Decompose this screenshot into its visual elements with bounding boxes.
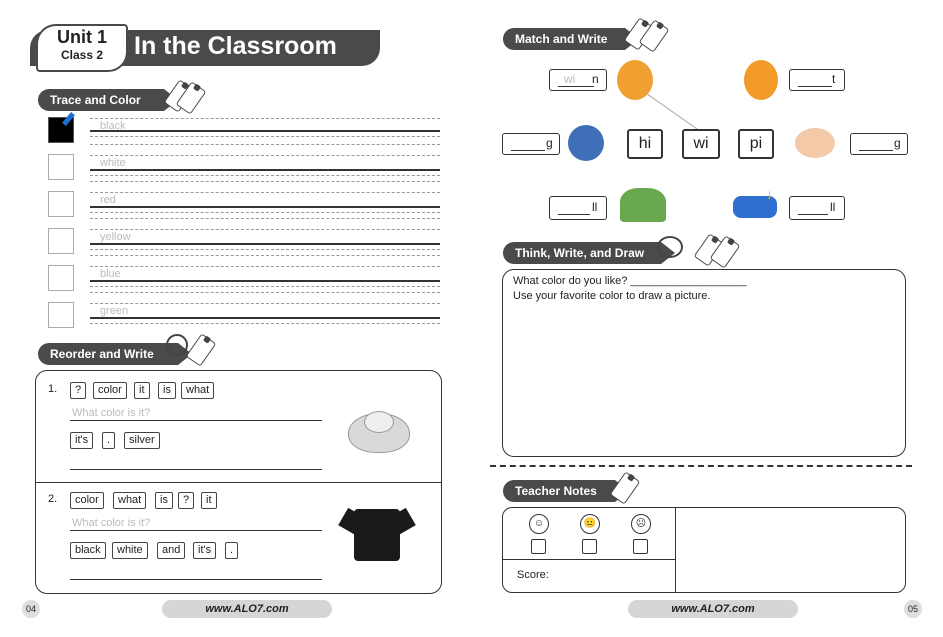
reorder-box: [35, 370, 442, 594]
trace-line[interactable]: red: [90, 192, 440, 222]
suffix: g: [894, 136, 901, 150]
choice-tile-wi[interactable]: wi: [682, 129, 720, 159]
choice-tile-hi[interactable]: hi: [627, 129, 663, 159]
color-box[interactable]: [48, 191, 74, 217]
word-tile[interactable]: ?: [178, 492, 194, 509]
divider: [490, 465, 912, 467]
think-section-title: Think, Write, and Draw: [503, 242, 661, 264]
trace-line[interactable]: black: [90, 118, 440, 148]
answer-box-hit[interactable]: [789, 69, 845, 91]
pig-image: [795, 128, 835, 158]
think-question: What color do you like? ___________________: [513, 275, 747, 287]
word-tile[interactable]: and: [157, 542, 185, 559]
checkbox-neutral[interactable]: [582, 539, 597, 554]
word-tile[interactable]: ?: [70, 382, 86, 399]
answer-box-pill[interactable]: [789, 196, 845, 220]
checkbox-sad[interactable]: [633, 539, 648, 554]
match-connector-line: [647, 94, 698, 130]
suffix: t: [832, 72, 836, 86]
color-box[interactable]: [48, 228, 74, 254]
trace-section-title: Trace and Color: [38, 89, 164, 111]
cloud-icon: [657, 236, 683, 258]
happy-face-icon: ☺: [529, 514, 549, 534]
notes-section-title: Teacher Notes: [503, 480, 615, 502]
answer-line[interactable]: [70, 579, 322, 580]
unit-label: Unit 1: [56, 27, 107, 47]
hill-image: [620, 188, 666, 222]
word-tile[interactable]: white: [112, 542, 148, 559]
word-tile[interactable]: silver: [124, 432, 160, 449]
word-tile[interactable]: black: [70, 542, 106, 559]
score-label: Score:: [517, 569, 549, 581]
sad-face-icon: ☹: [631, 514, 651, 534]
suffix: g: [546, 136, 553, 150]
suffix: n: [592, 72, 599, 86]
word-tile[interactable]: it's: [70, 432, 93, 449]
checkbox-happy[interactable]: [531, 539, 546, 554]
magnifier-icon: [166, 334, 188, 356]
neutral-face-icon: 😐: [580, 514, 600, 534]
trace-line[interactable]: blue: [90, 266, 440, 296]
unit-header: [30, 22, 380, 70]
notes-box: [502, 507, 906, 593]
footer-url-right[interactable]: www.ALO7.com: [628, 600, 798, 618]
answer-line[interactable]: [70, 420, 322, 421]
answer-box-hill[interactable]: [549, 196, 607, 220]
page-number-left: 04: [22, 600, 40, 618]
answer-line[interactable]: [70, 469, 322, 470]
trace-line[interactable]: green: [90, 303, 440, 329]
word-tile[interactable]: color: [70, 492, 104, 509]
word-tile[interactable]: what: [181, 382, 214, 399]
suffix: ll: [592, 200, 598, 214]
unit-badge: [36, 24, 128, 72]
match-section-title: Match and Write: [503, 28, 625, 50]
answer-line[interactable]: [70, 530, 322, 531]
word-tile[interactable]: is: [155, 492, 173, 509]
answer-box-pig[interactable]: [850, 133, 908, 155]
class-label: Class 2: [60, 48, 104, 62]
page-number-right: 05: [904, 600, 922, 618]
answer-box-wig[interactable]: [502, 133, 560, 155]
traced-prefix: wi: [564, 72, 576, 86]
item-number: 2.: [48, 493, 58, 505]
think-instruction: Use your favorite color to draw a picture.: [513, 290, 711, 302]
suffix: ll: [830, 200, 836, 214]
wig-pig-image: [568, 125, 604, 161]
answer-box-win[interactable]: [549, 69, 607, 91]
word-tile[interactable]: it: [201, 492, 217, 509]
hint-text: What color is it?: [72, 407, 151, 419]
word-tile[interactable]: it: [134, 382, 150, 399]
silver-ingot-top: [364, 411, 394, 433]
color-box[interactable]: [48, 154, 74, 180]
color-box[interactable]: [48, 265, 74, 291]
word-tile[interactable]: it's: [193, 542, 216, 559]
word-tile[interactable]: is: [158, 382, 176, 399]
item-number: 1.: [48, 383, 58, 395]
trace-line[interactable]: yellow: [90, 229, 440, 259]
trace-line[interactable]: white: [90, 155, 440, 185]
word-tile[interactable]: .: [225, 542, 238, 559]
footer-url-left[interactable]: www.ALO7.com: [162, 600, 332, 618]
word-tile[interactable]: what: [113, 492, 146, 509]
hint-text: What color is it?: [72, 517, 151, 529]
choice-tile-pi[interactable]: pi: [738, 129, 774, 159]
word-tile[interactable]: color: [93, 382, 127, 399]
draw-box[interactable]: [502, 269, 906, 457]
color-box[interactable]: [48, 302, 74, 328]
reorder-section-title: Reorder and Write: [38, 343, 178, 365]
arrow-icon: ↓: [766, 186, 773, 202]
pirate-image: [744, 60, 778, 100]
word-tile[interactable]: .: [102, 432, 115, 449]
page-title: In the Classroom: [134, 32, 337, 60]
